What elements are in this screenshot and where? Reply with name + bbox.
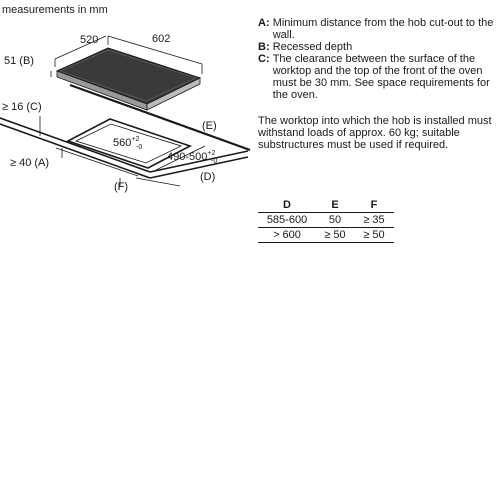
worktop-load-note: The worktop into which the hob is installed must withstand loads of approx. 60 kg; suitable substructures must be used if required.: [258, 115, 492, 151]
notes: [258, 17, 498, 101]
clearance-table: [258, 197, 394, 243]
hob-width-label: 602: [152, 33, 171, 45]
table-header-row: [258, 197, 394, 213]
note-text: The clearance between the surface of the worktop and the top of the front of the oven must be 30 mm. See space requirements for the oven.: [272, 53, 490, 101]
table-cell: ≥ 50: [354, 228, 394, 243]
table-row: [258, 213, 394, 228]
label-f: (F): [114, 181, 129, 193]
table-cell: > 600: [258, 228, 316, 243]
note-b: B : Recessed depth: [258, 41, 498, 53]
note-key: B: [258, 41, 266, 53]
label-e: (E): [202, 120, 217, 132]
units-label: measurements in mm: [2, 4, 108, 16]
worktop-thickness-label: ≥ 16 (C): [2, 101, 42, 113]
label-d: (D): [200, 171, 216, 183]
note-c: C : The clearance between the surface of the worktop and the top of the front of the oven must be 30 mm. See space requirements for the oven.: [258, 53, 498, 101]
note-text: Minimum distance from the hob cut-out to the wall.: [272, 17, 494, 41]
table-cell: ≥ 50: [316, 228, 354, 243]
edge-distance-label: ≥ 40 (A): [10, 157, 50, 169]
note-a: A : Minimum distance from the hob cut-out to the wall.: [258, 17, 498, 41]
table-header: F: [370, 198, 378, 211]
table-header: E: [331, 198, 339, 211]
cutout-width-tol-minus: -0: [136, 144, 143, 151]
table-cell: ≥ 35: [354, 213, 394, 228]
note-text: Recessed depth: [272, 41, 353, 53]
hob-height-label: 51 (B): [4, 55, 34, 67]
table-cell: 585-600: [258, 213, 316, 228]
hob-depth-label: 520: [80, 34, 99, 46]
table-header: D: [283, 198, 291, 211]
note-key: C: [258, 53, 266, 65]
cutout-depth-tol-minus: -0: [211, 158, 218, 165]
table-row: [258, 228, 394, 243]
table-cell: 50: [316, 213, 354, 228]
note-key: A: [258, 17, 266, 29]
cutout-width-label: $560^{+2}$: [113, 136, 140, 149]
cutout-depth-label: $490-500^{+2}$: [167, 150, 216, 163]
